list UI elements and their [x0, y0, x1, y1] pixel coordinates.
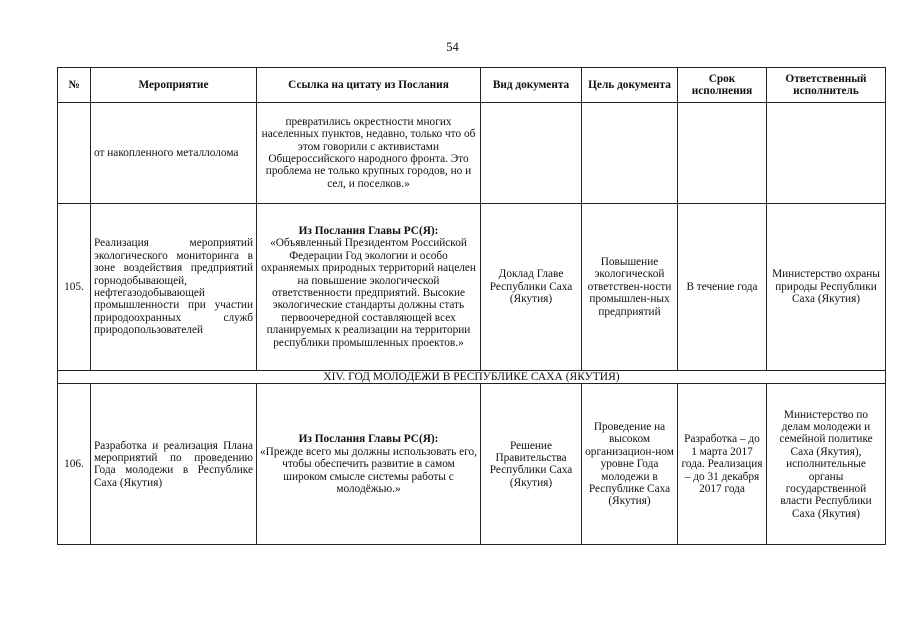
cell-responsible: Министерство охраны природы Республики Саха (Якутия)	[767, 204, 886, 371]
cell-num: 105.	[58, 204, 91, 371]
cell-quote	[257, 204, 481, 371]
cell-num	[58, 103, 91, 204]
quote-source-title: Из Послания Главы РС(Я):	[298, 224, 439, 237]
cell-responsible: Министерство по делам молодежи и семейной политике Саха (Якутия), исполнительные органы государственной власти Республики Саха (Якутия)	[767, 384, 886, 545]
section-title: XIV. ГОД МОЛОДЕЖИ В РЕСПУБЛИКЕ САХА (ЯКУТИЯ)	[58, 371, 886, 384]
cell-num: 106.	[58, 384, 91, 545]
table-row	[58, 384, 886, 545]
table-row	[58, 103, 886, 204]
cell-deadline: Разработка – до 1 марта 2017 года. Реализация – до 31 декабря 2017 года	[678, 384, 767, 545]
plan-table	[57, 67, 886, 545]
section-row	[58, 371, 886, 384]
header-deadline: Срок исполнения	[678, 68, 767, 103]
cell-doc-type: Решение Правительства Республики Саха (Якутия)	[481, 384, 582, 545]
cell-doc-type: Доклад Главе Республики Саха (Якутия)	[481, 204, 582, 371]
cell-deadline	[678, 103, 767, 204]
quote-text: «Объявленный Президентом Российской Федерации Год экологии и особо охраняемых природных территорий нацелен на повышение экологической ответственности предприятий. Высокие экологические стандарты должны стать первоочередной составляющей всех планируемых к реализации на территории республики промышленных проектов.»	[261, 237, 476, 349]
header-event: Мероприятие	[91, 68, 257, 103]
table-row	[58, 204, 886, 371]
table-header-row	[58, 68, 886, 103]
quote-text: «Прежде всего мы должны использовать его, чтобы обеспечить развитие в самом широком смысле системы работы с молодёжью.»	[260, 445, 477, 496]
header-num: №	[58, 68, 91, 103]
header-doc-type: Вид документа	[481, 68, 582, 103]
cell-goal: Проведение на высоком организацион-ном уровне Года молодежи в Республике Саха (Якутия)	[582, 384, 678, 545]
cell-event: от накопленного металлолома	[91, 103, 257, 204]
header-responsible: Ответственный исполнитель	[767, 68, 886, 103]
cell-event: Разработка и реализация Плана мероприятий по проведению Года молодежи в Республике Саха (Якутия)	[91, 384, 257, 545]
cell-quote	[257, 384, 481, 545]
cell-deadline: В течение года	[678, 204, 767, 371]
quote-source-title: Из Послания Главы РС(Я):	[298, 433, 439, 446]
header-quote: Ссылка на цитату из Послания	[257, 68, 481, 103]
page-number: 54	[446, 40, 459, 54]
cell-goal	[582, 103, 678, 204]
cell-event: Реализация мероприятий экологического мониторинга в зоне воздействия предприятий горнодобывающей, нефтегазодобывающей промышленности при участии природоохранных служб природопользователей	[91, 204, 257, 371]
cell-goal: Повышение экологической ответствен-ности промышлен-ных предприятий	[582, 204, 678, 371]
header-goal: Цель документа	[582, 68, 678, 103]
cell-responsible	[767, 103, 886, 204]
cell-quote: превратились окрестности многих населенных пунктов, недавно, только что об этом говорили с активистами Общероссийского народного фронта. Это проблема не только крупных городов, но и сел, и поселков.»	[257, 103, 481, 204]
cell-doc-type	[481, 103, 582, 204]
